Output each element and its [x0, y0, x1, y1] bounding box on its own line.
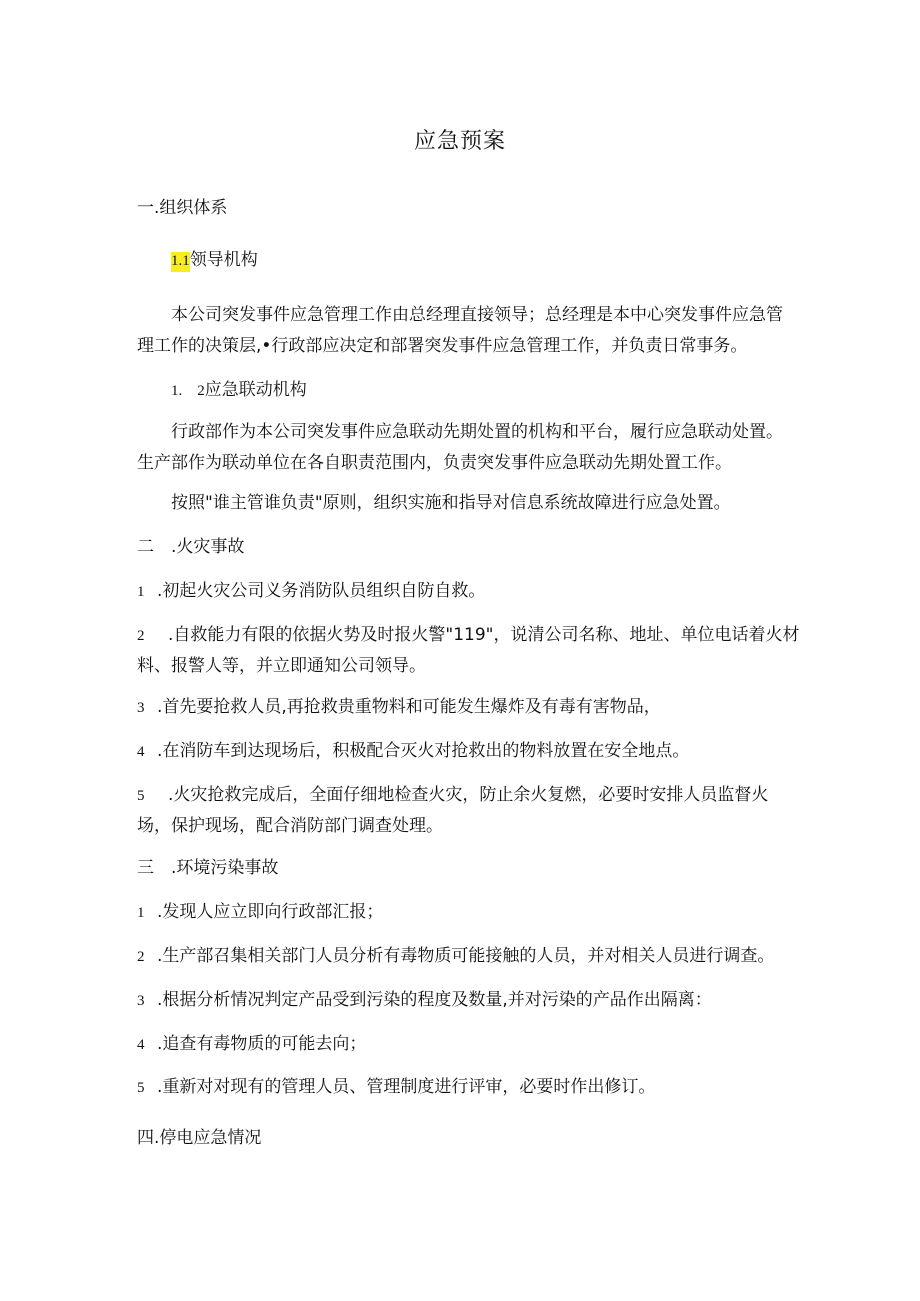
- list-number: 3: [137, 700, 145, 716]
- paragraph-line: 行政部作为本公司突发事件应急联动先期处置的机构和平台，履行应急联动处置。: [171, 422, 783, 442]
- list-number: 3: [137, 993, 145, 1009]
- list-text: .火灾抢救完成后，全面仔细地检查火灾，防止余火复燃，必要时安排人员监督火: [168, 785, 769, 805]
- list-text: .初起火灾公司义务消防队员组织自防自救。: [157, 581, 486, 601]
- list-text: .生产部召集相关部门人员分析有毒物质可能接触的人员，并对相关人员进行调查。: [157, 946, 775, 966]
- subsection-heading-1-1: [171, 250, 258, 271]
- paragraph-line: 理工作的决策层,•行政部应决定和部署突发事件应急管理工作，并负责日常事务。: [137, 336, 748, 356]
- list-text: .首先要抢救人员,再抢救贵重物料和可能发生爆炸及有毒有害物品，: [157, 697, 661, 717]
- list-text: .追查有毒物质的可能去向；: [157, 1034, 367, 1054]
- subsection-heading-1-2: [171, 380, 307, 401]
- list-number: 4: [137, 744, 145, 760]
- list-item: [137, 697, 661, 718]
- section-heading-4: 四.停电应急情况: [137, 1128, 262, 1148]
- list-number: 2: [137, 628, 145, 644]
- subsection-number-highlight: 1.1: [171, 252, 190, 272]
- paragraph-line: 本公司突发事件应急管理工作由总经理直接领导；总经理是本中心突发事件应急管: [171, 305, 783, 325]
- list-text: .发现人应立即向行政部汇报；: [157, 902, 384, 922]
- list-item-continuation: 料、报警人等，并立即通知公司领导。: [137, 656, 426, 676]
- list-item: [137, 902, 383, 923]
- list-item-continuation: 场，保护现场，配合消防部门调查处理。: [137, 816, 443, 836]
- section-heading-1: 一.组织体系: [137, 198, 228, 218]
- list-item: [137, 946, 774, 967]
- list-item: [137, 785, 768, 806]
- list-item: [137, 581, 485, 602]
- list-text: .自救能力有限的依据火势及时报火警"119"，说清公司名称、地址、单位电话着火材: [168, 625, 800, 645]
- list-item: [137, 625, 800, 646]
- list-text: .重新对对现有的管理人员、管理制度进行评审，必要时作出修订。: [157, 1077, 656, 1097]
- list-item: [137, 990, 712, 1011]
- document-title: 应急预案: [413, 129, 506, 154]
- list-text: .根据分析情况判定产品受到污染的程度及数量,并对污染的产品作出隔离：: [157, 990, 712, 1010]
- subsection-title: 领导机构: [189, 250, 258, 270]
- section-heading-2: 二 .火灾事故: [137, 537, 245, 557]
- subsection-title: 应急联动机构: [204, 380, 307, 400]
- list-number: 2: [137, 949, 145, 965]
- list-number: 4: [137, 1037, 145, 1053]
- list-item: [137, 1034, 366, 1055]
- subsection-number: 1. 2: [171, 383, 205, 399]
- paragraph-line: 生产部作为联动单位在各自职责范围内，负责突发事件应急联动先期处置工作。: [137, 453, 732, 473]
- section-heading-3: 三 .环境污染事故: [137, 858, 279, 878]
- list-number: 1: [137, 905, 145, 921]
- paragraph-line: 按照"谁主管谁负责"原则，组织实施和指导对信息系统故障进行应急处置。: [171, 493, 731, 513]
- list-item: [137, 1077, 655, 1098]
- list-number: 5: [137, 788, 145, 804]
- list-number: 5: [137, 1080, 145, 1096]
- list-item: [137, 741, 689, 762]
- list-text: .在消防车到达现场后，积极配合灭火对抢救出的物料放置在安全地点。: [157, 741, 690, 761]
- list-number: 1: [137, 584, 145, 600]
